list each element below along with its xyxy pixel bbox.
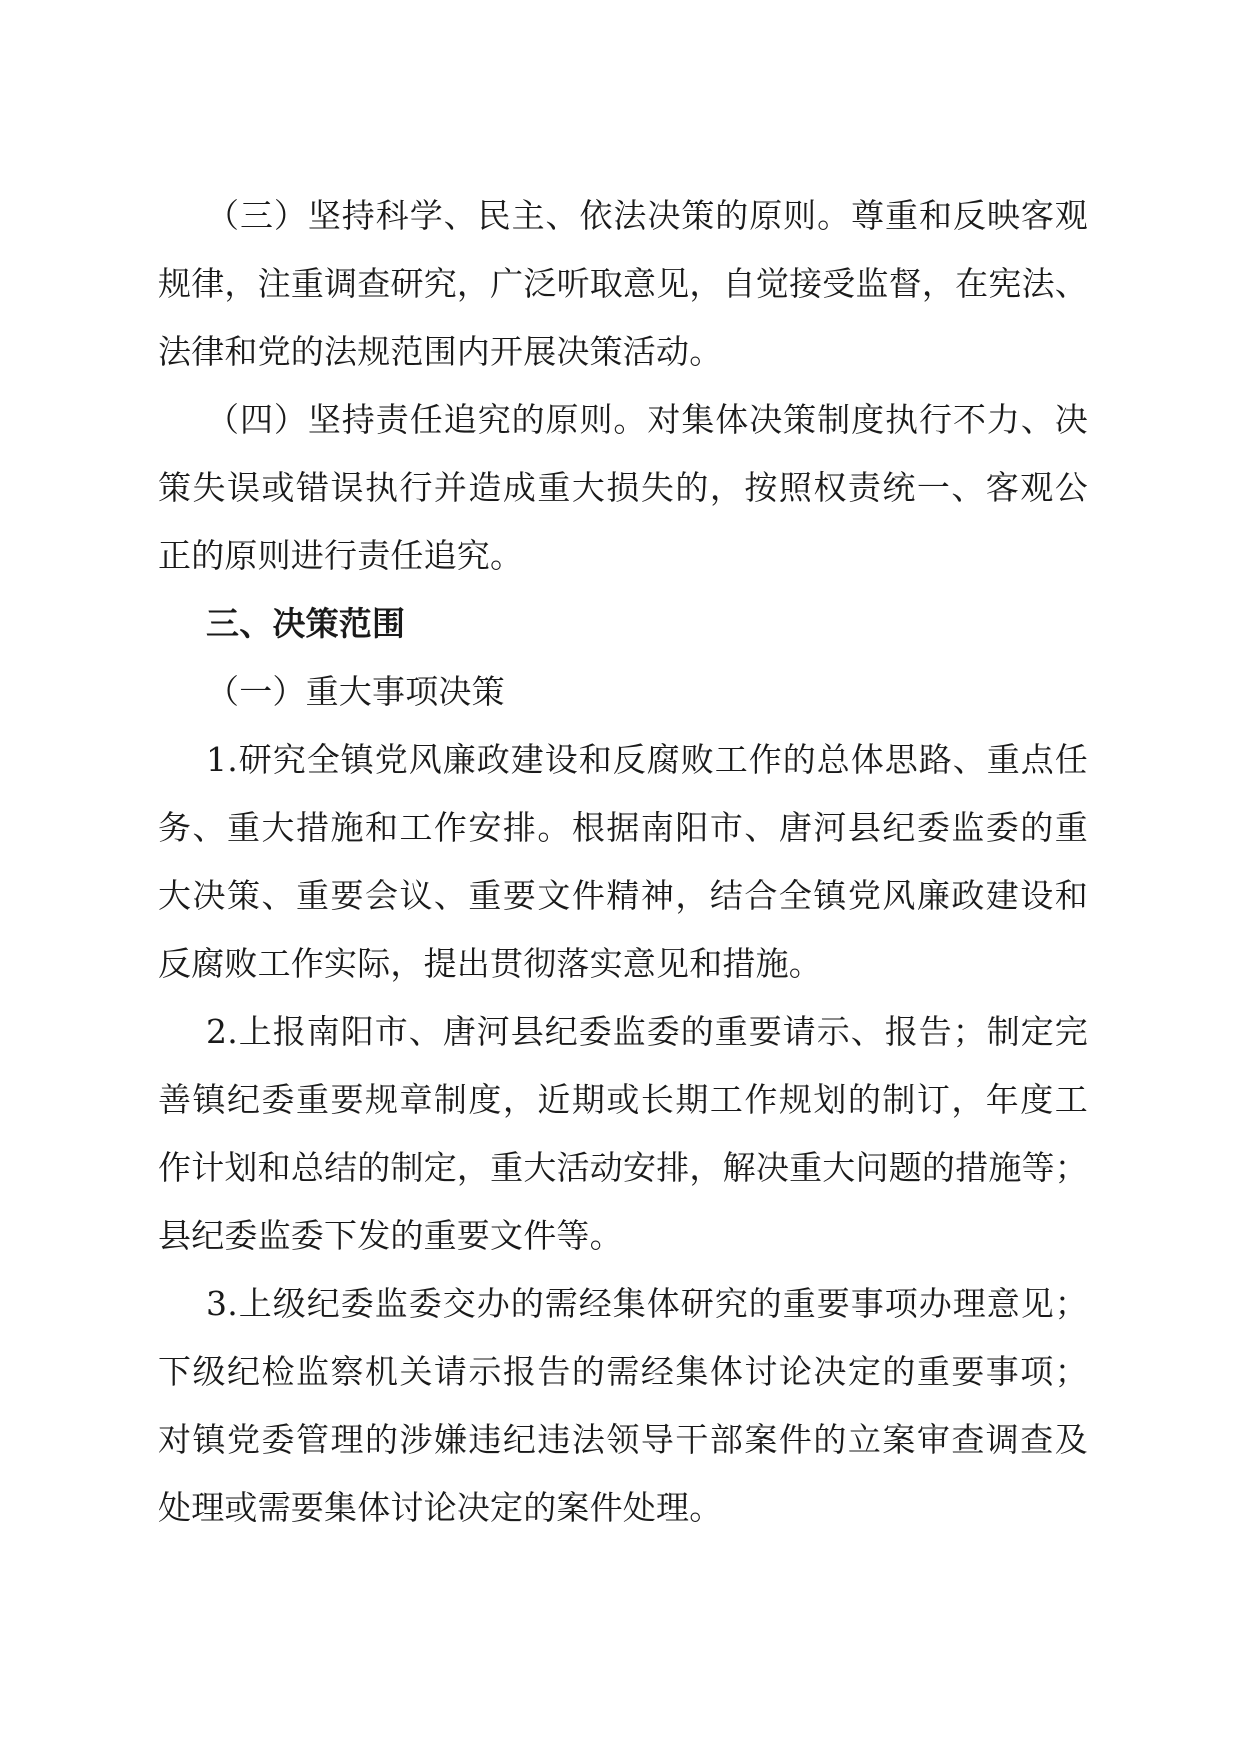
paragraph-line: 2.上报南阳市、唐河县纪委监委的重要请示、报告；制定完 [206,1012,1088,1051]
section-heading: 三、决策范围 [206,604,406,643]
paragraph-line: 规律，注重调查研究，广泛听取意见，自觉接受监督，在宪法、 [158,264,1088,303]
paragraph-line: 处理或需要集体讨论决定的案件处理。 [158,1488,723,1527]
paragraph-line: 县纪委监委下发的重要文件等。 [158,1216,623,1255]
paragraph-line: 大决策、重要会议、重要文件精神，结合全镇党风廉政建设和 [158,876,1088,915]
paragraph-line: 作计划和总结的制定，重大活动安排，解决重大问题的措施等； [158,1148,1088,1187]
paragraph-line: 法律和党的法规范围内开展决策活动。 [158,332,723,371]
paragraph-line: 反腐败工作实际，提出贯彻落实意见和措施。 [158,944,822,983]
paragraph-line: 善镇纪委重要规章制度，近期或长期工作规划的制订，年度工 [158,1080,1088,1119]
paragraph-line: （三）坚持科学、民主、依法决策的原则。尊重和反映客观 [206,196,1088,235]
paragraph-line: 下级纪检监察机关请示报告的需经集体讨论决定的重要事项； [158,1352,1088,1391]
subsection-heading: （一）重大事项决策 [206,672,505,711]
paragraph-line: 务、重大措施和工作安排。根据南阳市、唐河县纪委监委的重 [158,808,1088,847]
paragraph-line: 策失误或错误执行并造成重大损失的，按照权责统一、客观公 [158,468,1088,507]
paragraph-line: （四）坚持责任追究的原则。对集体决策制度执行不力、决 [206,400,1088,439]
paragraph-line: 正的原则进行责任追究。 [158,536,524,575]
paragraph-line: 1.研究全镇党风廉政建设和反腐败工作的总体思路、重点任 [206,740,1088,779]
paragraph-line: 3.上级纪委监委交办的需经集体研究的重要事项办理意见； [206,1284,1088,1323]
paragraph-line: 对镇党委管理的涉嫌违纪违法领导干部案件的立案审查调查及 [158,1420,1088,1459]
